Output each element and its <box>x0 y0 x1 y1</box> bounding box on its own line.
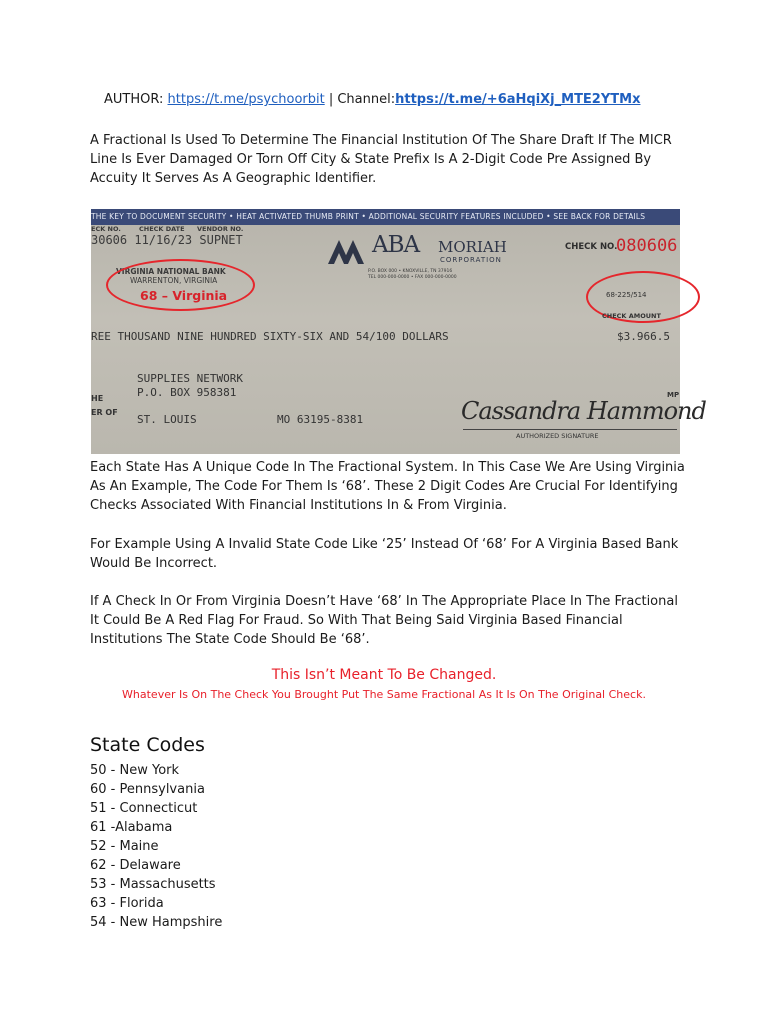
list-item: 51 - Connecticut <box>90 801 198 816</box>
list-item: 61 -Alabama <box>90 820 173 835</box>
amount-value: $3.966.5 <box>617 330 670 343</box>
payee-address <box>137 372 243 400</box>
author-link[interactable]: https://t.me/psychoorbit <box>167 92 325 107</box>
vendor-header: VENDOR NO. <box>197 225 244 233</box>
list-item: 63 - Florida <box>90 896 164 911</box>
list-item: 53 - Massachusetts <box>90 877 216 892</box>
signature-label: AUTHORIZED SIGNATURE <box>516 432 599 440</box>
paragraph-state-code: Each State Has A Unique Code In The Fractional System. In This Case We Are Using Virginia As An Example, The Code For Them Is ‘68’. These 2 Digit Codes Are Crucial For Identifying Checks Associated With Financial Institutions In & From Virginia. <box>90 460 685 513</box>
check-header-values <box>91 233 243 247</box>
state-codes-title: State Codes <box>90 734 205 756</box>
state-codes-list <box>90 761 222 932</box>
check-date: 11/16/23 <box>134 233 193 247</box>
pay-to-line2: ER OF <box>91 408 118 417</box>
check-no-header: ECK NO. <box>91 225 121 233</box>
logo-address-line1: P.O. BOX 000 • KNOXVILLE, TN 37916 <box>368 269 453 274</box>
amount-in-words: REE THOUSAND NINE HUNDRED SIXTY-SIX AND 54/100 DOLLARS <box>91 330 449 343</box>
logo-corporation: CORPORATION <box>440 256 502 264</box>
payee-line2: P.O. BOX 958381 <box>137 386 237 399</box>
bank-location: WARRENTON, VIRGINIA <box>130 276 218 285</box>
logo-aba: ABA <box>372 232 420 258</box>
bank-name: VIRGINIA NATIONAL BANK <box>116 267 226 276</box>
channel-link[interactable]: https://t.me/+6aHqiXj_MTE2YTMx <box>395 92 641 107</box>
signature: Cassandra Hammond <box>461 397 706 425</box>
channel-separator: | Channel: <box>324 92 396 107</box>
payee-city: ST. LOUIS <box>137 413 197 426</box>
check-amount-label: CHECK AMOUNT <box>602 312 661 320</box>
state-code-annotation: 68 – Virginia <box>140 288 228 303</box>
check-security-banner: THE KEY TO DOCUMENT SECURITY • HEAT ACTIVATED THUMB PRINT • ADDITIONAL SECURITY FEATURES INCLUDED • SEE BACK FOR DETAILS <box>91 209 680 225</box>
payee-line1: SUPPLIES NETWORK <box>137 372 243 385</box>
check-date-header: CHECK DATE <box>139 225 185 233</box>
aba-triangle-icon <box>328 236 370 264</box>
paragraph-invalid-example: For Example Using A Invalid State Code Like ‘25’ Instead Of ‘68’ For A Virginia Based Bank Would Be Incorrect. <box>90 537 679 571</box>
author-prefix: AUTHOR: <box>104 92 168 107</box>
mp-label: MP <box>667 391 680 399</box>
warning-heading: This Isn’t Meant To Be Changed. <box>271 667 497 683</box>
check-number-short: 30606 <box>91 233 128 247</box>
logo-address-line2: TEL 000-000-0000 • FAX 000-000-0000 <box>368 275 457 280</box>
logo-address <box>368 269 457 281</box>
list-item: 54 - New Hampshire <box>90 915 223 930</box>
check-no-value: 080606 <box>616 236 678 256</box>
intro-paragraph: A Fractional Is Used To Determine The Financial Institution Of The Share Draft If The MICR Line Is Ever Damaged Or Torn Off City & State Prefix Is A 2-Digit Code Pre Assigned By Accuity It Serves As A Geographic Identifier. <box>90 133 672 186</box>
check-header-labels <box>91 225 243 233</box>
list-item: 50 - New York <box>90 763 180 778</box>
list-item: 62 - Delaware <box>90 858 181 873</box>
author-line <box>104 92 640 107</box>
list-item: 60 - Pennsylvania <box>90 782 205 797</box>
logo-moriah: MORIAH <box>438 238 507 256</box>
check-image <box>91 209 706 454</box>
payee-state-zip: MO 63195-8381 <box>277 413 364 426</box>
signature-line <box>463 429 677 430</box>
fractional-number: 68-225/514 <box>606 291 647 299</box>
paragraph-fraud-warning: If A Check In Or From Virginia Doesn’t Have ‘68’ In The Appropriate Place In The Fractional It Could Be A Red Flag For Fraud. So With That Being Said Virginia Based Financial Institutions The State Code Should Be ‘68’. <box>90 594 678 647</box>
check-no-label: CHECK NO. <box>565 242 618 252</box>
highlight-oval-bank <box>106 259 255 311</box>
list-item: 52 - Maine <box>90 839 159 854</box>
pay-to-label <box>91 392 118 420</box>
pay-to-line1: HE <box>91 394 104 403</box>
warning-subtext: Whatever Is On The Check You Brought Put The Same Fractional As It Is On The Original Check. <box>122 688 646 701</box>
vendor-value: SUPNET <box>199 233 243 247</box>
